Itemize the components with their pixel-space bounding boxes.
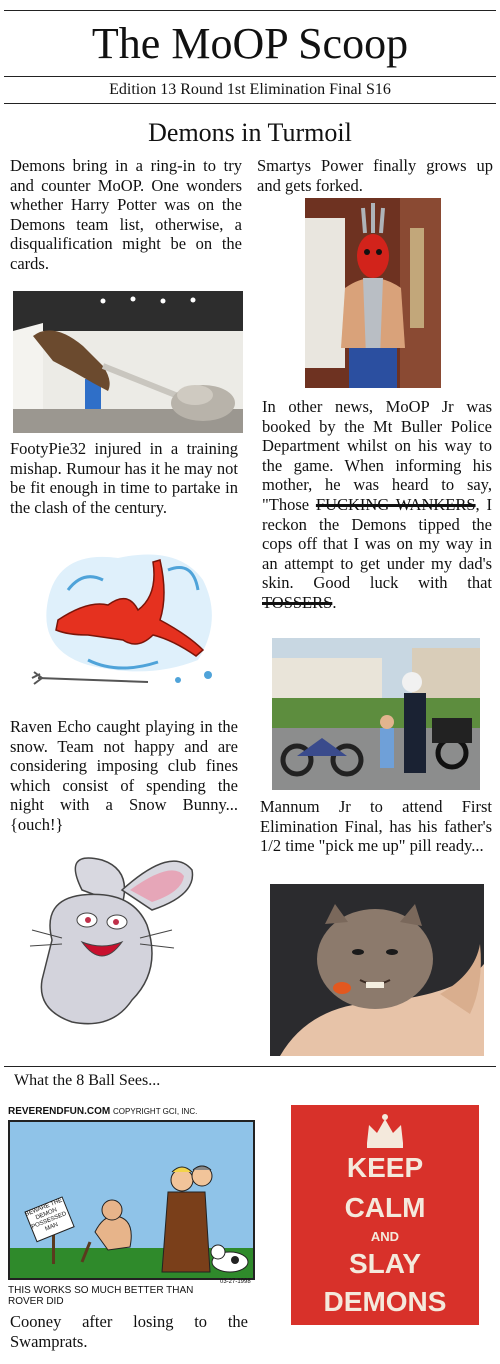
edition-line: Edition 13 Round 1st Elimination Final S16 bbox=[109, 81, 391, 98]
censored-words-2: TOSSERS bbox=[262, 592, 333, 612]
headline: Demons in Turmoil bbox=[148, 118, 352, 147]
comic-copyright: COPYRIGHT GCI, INC. bbox=[113, 1107, 198, 1116]
masthead-rule bbox=[4, 76, 496, 77]
poster-line-4: SLAY bbox=[348, 1248, 422, 1279]
section-title: What the 8 Ball Sees... bbox=[14, 1072, 161, 1089]
comic-sign-text: BEWARE THE DEMON POSSESSED MAN bbox=[24, 1197, 68, 1233]
comic-panel bbox=[8, 1120, 255, 1280]
keep-calm-poster bbox=[291, 1105, 479, 1325]
censored-words-1: FUCKING WANKERS bbox=[315, 494, 476, 514]
masthead-title: The MoOP Scoop bbox=[91, 19, 409, 68]
article-footypie: FootyPie32 injured in a training mishap. Rumour has it he may not be fit enough in time to partake in the clash of the century. bbox=[10, 439, 238, 517]
edition-rule bbox=[4, 103, 496, 104]
article-smartys-power: Smartys Power finally grows up and gets forked. bbox=[257, 156, 493, 195]
article-moop-jr bbox=[262, 397, 492, 613]
poster-line-3: AND bbox=[370, 1229, 400, 1244]
article-moop-jr-text-c: . bbox=[332, 592, 337, 612]
poster-line-2: CALM bbox=[344, 1192, 426, 1223]
article-mannum-jr: Mannum Jr to attend First Elimination Final, has his father's 1/2 time "pick me up" pill ready... bbox=[260, 797, 492, 856]
article-raven-echo: Raven Echo caught playing in the snow. Team not happy and are considering imposing club fines which consist of spending the night with a Snow Bunny... {ouch!} bbox=[10, 717, 238, 834]
article-moop-jr-text-a: In other news, MoOP Jr was booked by the Mt Buller Police Department whilst on his way to the game. When informing his mother, he was heard to say, "Those bbox=[262, 397, 492, 514]
bottom-rule bbox=[4, 1066, 496, 1067]
photo-hamster-face bbox=[270, 884, 484, 1056]
comic-caption: THIS WORKS SO MUCH BETTER THAN ROVER DID bbox=[8, 1285, 194, 1307]
article-moop-jr-text-b: , I reckon the Demons tipped the cops off that I was on my way in an attempt to get under my dad's skin. Good luck with that bbox=[262, 494, 493, 593]
illustration-angry-bunny bbox=[22, 850, 204, 1032]
poster-line-5: DEMONS bbox=[323, 1286, 447, 1317]
caption-cooney: Cooney after losing to the Swamprats. bbox=[10, 1312, 248, 1351]
top-rule bbox=[4, 10, 496, 11]
poster-line-1: KEEP bbox=[346, 1152, 424, 1183]
comic-brand-name: REVERENDFUN.COM bbox=[8, 1106, 111, 1117]
photo-police-boy-motorbike bbox=[272, 638, 480, 790]
photo-bull-sculpture bbox=[13, 291, 243, 433]
photo-devil-mask-fork bbox=[305, 198, 441, 388]
comic-brand bbox=[8, 1106, 197, 1118]
crown-icon bbox=[363, 1113, 407, 1151]
illustration-devil-snow-angel bbox=[28, 540, 228, 690]
article-ringin: Demons bring in a ring-in to try and counter MoOP. One wonders whether Harry Potter was on the Demons team list, otherwise, a disqualification might be on the cards. bbox=[10, 156, 242, 273]
comic-date: 03-27-1998 bbox=[220, 1279, 251, 1285]
